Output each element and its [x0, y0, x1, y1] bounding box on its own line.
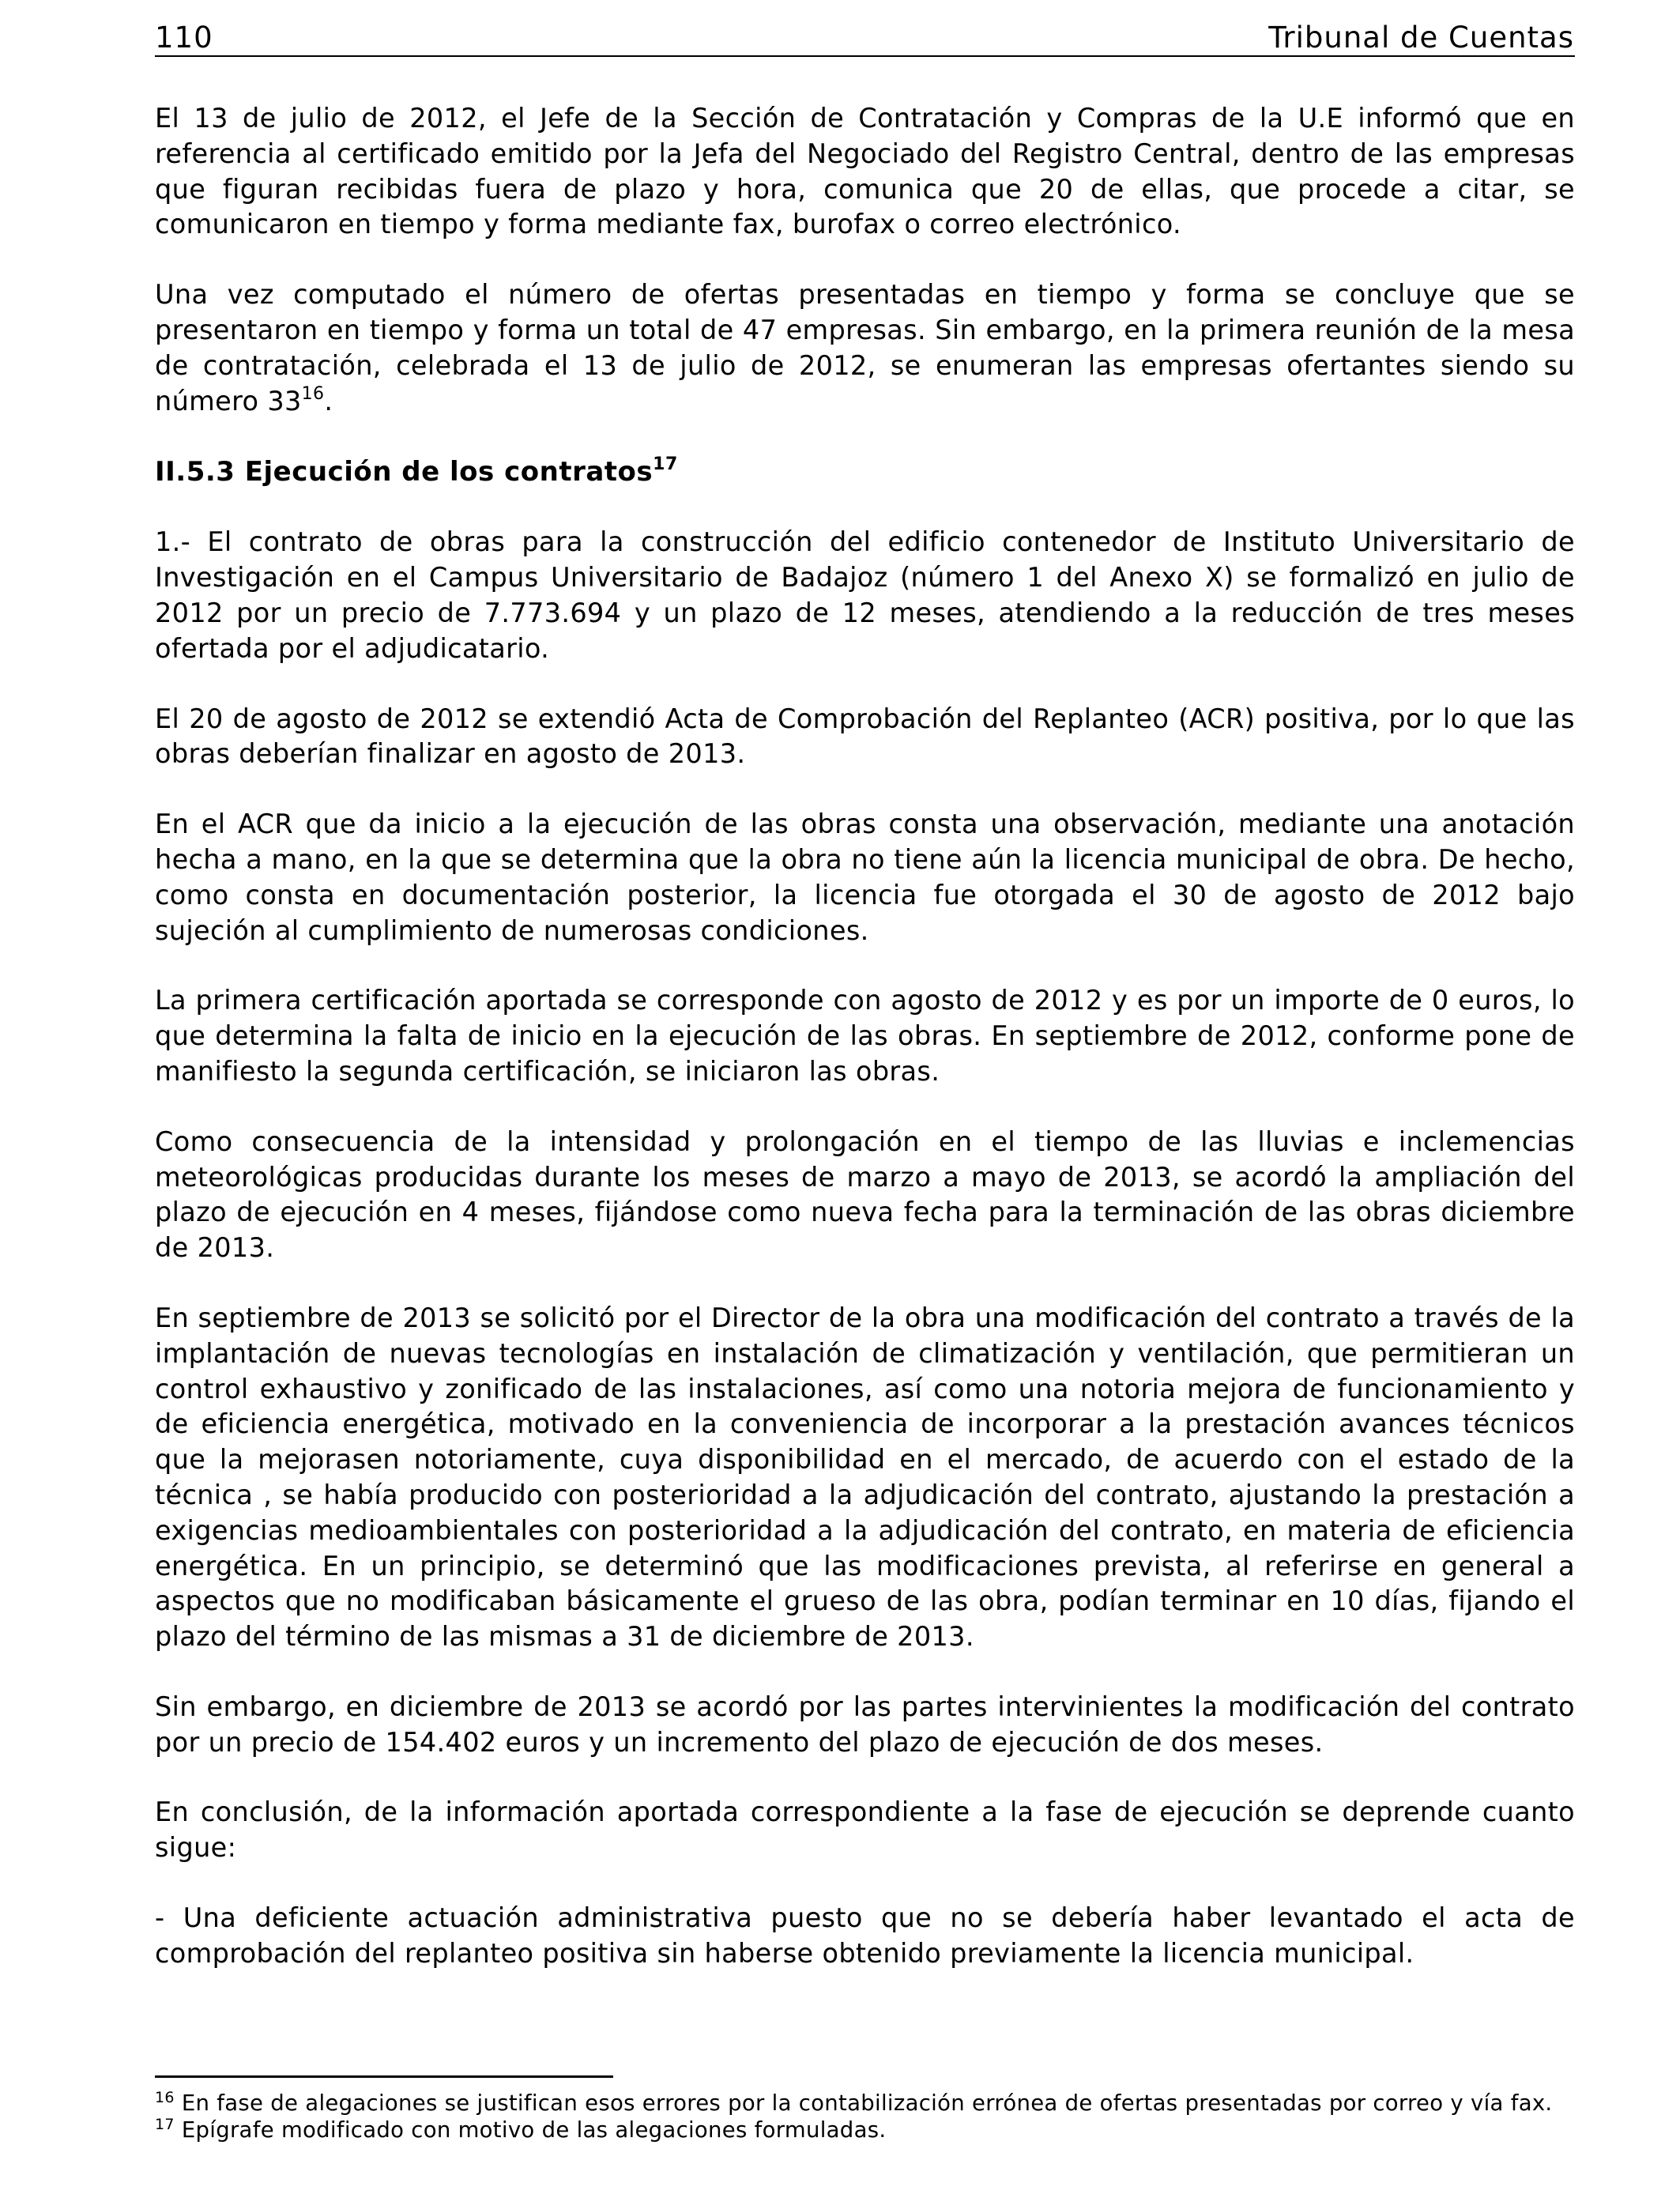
section-heading — [155, 454, 1575, 490]
body-text — [155, 101, 1575, 2007]
paragraph-10: En conclusión, de la información aportada correspondiente a la fase de ejecución se deprende cuanto sigue: — [155, 1796, 1575, 1864]
page-number: 110 — [155, 21, 213, 55]
running-header: Tribunal de Cuentas — [1268, 21, 1574, 55]
paragraph-8: En septiembre de 2013 se solicitó por el Director de la obra una modificación del contrato a través de la implantación de nuevas tecnologías en instalación de climatización y ventilación, que permitieran un control exhaustivo y zonificado de las instalaciones, así como una notoria mejora de funcionamiento y de eficiencia energética, motivado en la conveniencia de incorporar a la prestación avances técnicos que la mejorasen notoriamente, cuya disponibilidad en el mercado, de acuerdo con el estado de la técnica , se había producido con posterioridad a la adjudicación del contrato, ajustando la prestación a exigencias medioambientales con posterioridad a la adjudicación del contrato, en materia de eficiencia energética. En un principio, se determinó que las modificaciones prevista, al referirse en general a aspectos que no modificaban básicamente el grueso de las obra, podían terminar en 10 días, fijando el plazo del término de las mismas a 31 de diciembre de 2013. — [155, 1302, 1575, 1653]
footnotes — [155, 2090, 1575, 2143]
section-heading-text: II.5.3 Ejecución de los contratos — [155, 456, 654, 488]
footnote-number: 16 — [155, 2089, 175, 2106]
paragraph-2-end: . — [324, 385, 333, 417]
footnote-rule — [155, 2075, 613, 2078]
paragraph-1: El 13 de julio de 2012, el Jefe de la Sección de Contratación y Compras de la U.E informó que en referencia al certificado emitido por la Jefa del Negociado del Registro Central, dentro de las empresas que figuran recibidas fuera de plazo y hora, comunica que 20 de ellas, que procede a citar, se comunicaron en tiempo y forma mediante fax, burofax o correo electrónico. — [155, 103, 1575, 240]
paragraph-2 — [155, 277, 1575, 419]
paragraph-6: La primera certificación aportada se corresponde con agosto de 2012 y es por un importe de 0 euros, lo que determina la falta de inicio en la ejecución de las obras. En septiembre de 2012, conforme pone de manifiesto la segunda certificación, se iniciaron las obras. — [155, 985, 1575, 1087]
footnote-text: En fase de alegaciones se justifican esos errores por la contabilización errónea de ofertas presentadas por correo y vía fax. — [181, 2090, 1553, 2116]
footnote-text: Epígrafe modificado con motivo de las alegaciones formuladas. — [181, 2117, 887, 2143]
paragraph-4: El 20 de agosto de 2012 se extendió Acta de Comprobación del Replanteo (ACR) positiva, por lo que las obras deberían finalizar en agosto de 2013. — [155, 703, 1575, 770]
footnote-16 — [155, 2090, 1575, 2117]
paragraph-11: - Una deficiente actuación administrativa puesto que no se debería haber levantado el acta de comprobación del replanteo positiva sin haberse obtenido previamente la licencia municipal. — [155, 1902, 1575, 1969]
paragraph-2-text: Una vez computado el número de ofertas presentadas en tiempo y forma se concluye que se presentaron en tiempo y forma un total de 47 empresas. Sin embargo, en la primera reunión de la mesa de contratación, celebrada el 13 de julio de 2012, se enumeran las empresas ofertantes siendo su número 33 — [155, 279, 1575, 417]
footnote-ref-17[interactable]: 17 — [653, 454, 678, 475]
footnote-ref-16[interactable]: 16 — [301, 383, 325, 404]
footnote-17 — [155, 2117, 1575, 2143]
header-rule — [155, 55, 1575, 57]
paragraph-3: 1.- El contrato de obras para la construcción del edificio contenedor de Instituto Universitario de Investigación en el Campus Universitario de Badajoz (número 1 del Anexo X) se formalizó en julio de 2012 por un precio de 7.773.694 y un plazo de 12 meses, atendiendo a la reducción de tres meses ofertada por el adjudicatario. — [155, 526, 1575, 664]
paragraph-7: Como consecuencia de la intensidad y prolongación en el tiempo de las lluvias e inclemencias meteorológicas producidas durante los meses de marzo a mayo de 2013, se acordó la ampliación del plazo de ejecución en 4 meses, fijándose como nueva fecha para la terminación de las obras diciembre de 2013. — [155, 1125, 1575, 1264]
footnote-number: 17 — [155, 2116, 175, 2133]
paragraph-5: En el ACR que da inicio a la ejecución de las obras consta una observación, mediante una anotación hecha a mano, en la que se determina que la obra no tiene aún la licencia municipal de obra. De hecho, como consta en documentación posterior, la licencia fue otorgada el 30 de agosto de 2012 bajo sujeción al cumplimiento de numerosas condiciones. — [155, 809, 1575, 946]
paragraph-9: Sin embargo, en diciembre de 2013 se acordó por las partes intervinientes la modificación del contrato por un precio de 154.402 euros y un incremento del plazo de ejecución de dos meses. — [155, 1691, 1575, 1758]
